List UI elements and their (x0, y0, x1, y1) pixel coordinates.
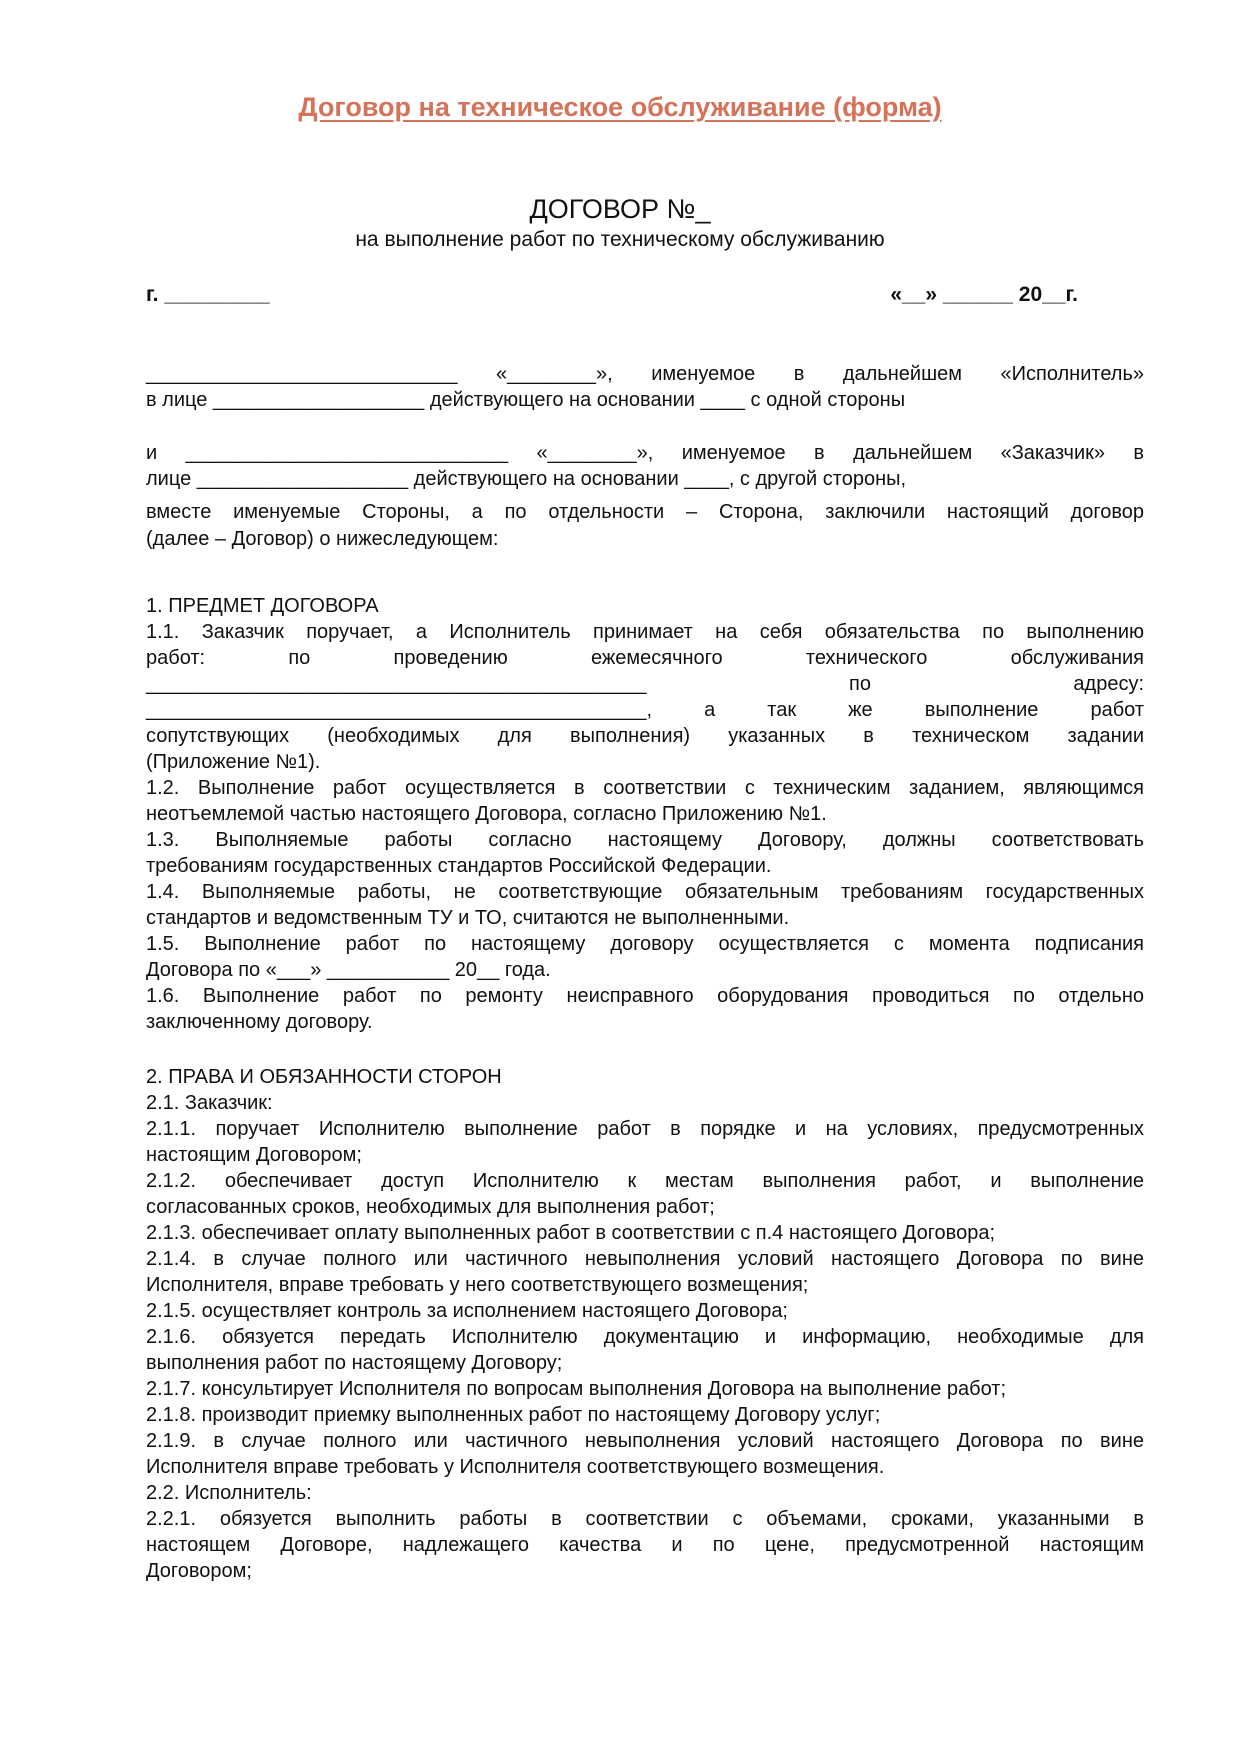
clause-1-1-line-1: 1.1. Заказчик поручает, а Исполнитель принимает на себя обязательства по выполнению (146, 621, 1144, 643)
clause-1-1-line-2: работ: по проведению ежемесячного технического обслуживания (146, 647, 1144, 669)
clause-2-1-heading: 2.1. Заказчик: (146, 1092, 273, 1114)
section-heading-rights: 2. ПРАВА И ОБЯЗАННОСТИ СТОРОН (146, 1066, 502, 1088)
clause-2-1-2-line-1: 2.1.2. обеспечивает доступ Исполнителю к местам выполнения работ, и выполнение (146, 1170, 1144, 1192)
clause-2-1-4-line-2: Исполнителя, вправе требовать у него соответствующего возмещения; (146, 1274, 809, 1296)
clause-1-3-line-2: требованиям государственных стандартов Российской Федерации. (146, 855, 772, 877)
document-link-title[interactable]: Договор на техническое обслуживание (форма) (298, 92, 942, 122)
clause-2-2-heading: 2.2. Исполнитель: (146, 1482, 312, 1504)
clause-1-5-line-2: Договора по «___» ___________ 20__ года. (146, 959, 551, 981)
clause-2-1-2-line-2: согласованных сроков, необходимых для выполнения работ; (146, 1196, 715, 1218)
clause-1-2-line-1: 1.2. Выполнение работ осуществляется в соответствии с техническим заданием, являющимся (146, 777, 1144, 799)
clause-1-6-line-1: 1.6. Выполнение работ по ремонту неисправного оборудования проводиться по отдельно (146, 985, 1144, 1007)
text-line-executor-representative: в лице ___________________ действующего на основании ____ с одной стороны (146, 389, 906, 411)
contract-subtitle: на выполнение работ по техническому обслуживанию (355, 228, 885, 251)
clause-1-4-line-2: стандартов и ведомственным ТУ и ТО, считаются не выполненными. (146, 907, 790, 929)
clause-1-6-line-2: заключенному договору. (146, 1011, 373, 1033)
clause-1-2-line-2: неотъемлемой частью настоящего Договора, согласно Приложению №1. (146, 803, 827, 825)
text-line-parties-end: (далее – Договор) о нижеследующем: (146, 528, 499, 550)
clause-2-1-6-line-2: выполнения работ по настоящему Договору; (146, 1352, 563, 1374)
date-field: «__» ______ 20__г. (890, 283, 1078, 306)
clause-1-5-line-1: 1.5. Выполнение работ по настоящему договору осуществляется с момента подписания (146, 933, 1144, 955)
place-field: г. _________ (146, 283, 270, 306)
clause-2-1-6-line-1: 2.1.6. обязуется передать Исполнителю документацию и информацию, необходимые для (146, 1326, 1144, 1348)
clause-2-1-3: 2.1.3. обеспечивает оплату выполненных работ в соответствии с п.4 настоящего Договора; (146, 1222, 995, 1244)
text-line-executor: ____________________________ «________», именуемое в дальнейшем «Исполнитель» (146, 363, 1144, 385)
clause-2-2-1-line-2: настоящем Договоре, надлежащего качества и по цене, предусмотренной настоящим (146, 1534, 1144, 1556)
clause-2-1-5: 2.1.5. осуществляет контроль за исполнением настоящего Договора; (146, 1300, 788, 1322)
text-line-customer: и _____________________________ «________», именуемое в дальнейшем «Заказчик» в (146, 442, 1144, 464)
clause-2-1-8: 2.1.8. производит приемку выполненных работ по настоящему Договору услуг; (146, 1404, 881, 1426)
clause-2-1-9-line-1: 2.1.9. в случае полного или частичного невыполнения условий настоящего Договора по вине (146, 1430, 1144, 1452)
text-line-customer-representative: лице ___________________ действующего на основании ____, с другой стороны, (146, 468, 907, 490)
contract-title: ДОГОВОР №_ (529, 194, 711, 224)
clause-2-1-1-line-2: настоящим Договором; (146, 1144, 362, 1166)
clause-1-1-line-4: _____________________________________________, а так же выполнение работ (146, 699, 1144, 721)
clause-2-2-1-line-3: Договором; (146, 1560, 252, 1582)
clause-2-1-4-line-1: 2.1.4. в случае полного или частичного невыполнения условий настоящего Договора по вине (146, 1248, 1144, 1270)
section-heading-subject: 1. ПРЕДМЕТ ДОГОВОРА (146, 595, 379, 617)
text-line-parties: вместе именуемые Стороны, а по отдельности – Сторона, заключили настоящий договор (146, 501, 1144, 523)
clause-1-1-line-3: _____________________________________________ по адресу: (146, 673, 1144, 695)
clause-1-1-line-6: (Приложение №1). (146, 751, 321, 773)
clause-2-1-7: 2.1.7. консультирует Исполнителя по вопросам выполнения Договора на выполнение работ; (146, 1378, 1006, 1400)
clause-1-3-line-1: 1.3. Выполняемые работы согласно настоящему Договору, должны соответствовать (146, 829, 1144, 851)
clause-2-1-1-line-1: 2.1.1. поручает Исполнителю выполнение работ в порядке и на условиях, предусмотренных (146, 1118, 1144, 1140)
clause-2-1-9-line-2: Исполнителя вправе требовать у Исполнителя соответствующего возмещения. (146, 1456, 885, 1478)
clause-1-4-line-1: 1.4. Выполняемые работы, не соответствующие обязательным требованиям государственных (146, 881, 1144, 903)
clause-2-2-1-line-1: 2.2.1. обязуется выполнить работы в соответствии с объемами, сроками, указанными в (146, 1508, 1144, 1530)
clause-1-1-line-5: сопутствующих (необходимых для выполнения) указанных в техническом задании (146, 725, 1144, 747)
